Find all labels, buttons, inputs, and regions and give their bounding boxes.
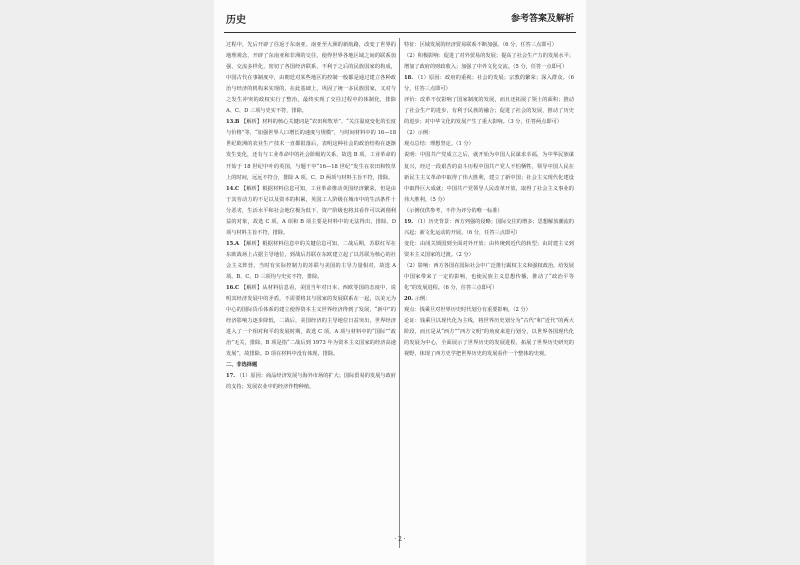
answer-paragraph [226,40,396,117]
answer-text: 示例： [414,296,431,303]
question-number: 19. [404,218,414,225]
question-number: 17. [226,373,236,380]
page-header [214,0,586,36]
answer-paragraph [404,316,574,360]
answer-text: 【解析】从材料信息看，美国当年对日本、西欧等国的态度中，说明其经济发展中的矛盾，不需要将其与国家的发展联系在一起，以美元为中心的国际货币体系的建立使得资本主义世界经济得到了发展，“新中”的经济影响力逐步降低，二战后，美国经济的主导地位日益突出，世界经济进入了一个相对和平的发展时期，故选 C 项。A 项与材料中的“国际”“政治”无关，排除。B 项是指“二战后到 1973 年为资本主义国家的经济高速发展”，故排除。D 项在材料中没有体现，排除。 [226,285,396,358]
answer-text: 【解析】材料的核心关键词是“农田和牧草”、“关注温度变化的长度与价格”等，“加强世界人口增长的速度与规模”，与时间材料中的 16—18 世纪欧洲的农业生产技术一直都很落后，表明这种社会的政治结构在逐渐发生变化，还有与工业革命中的社会阶级的关系，故选 B 项。工业革命的开始于 18 世纪中叶的英国，与题干中“16—18 世纪”发生在农田和牧草上的时间，远远不符合，排除 A 项。C、D 两项与材料主旨不符，排除。 [226,119,396,181]
answer-text: （示例仅供参考，不作为评分的唯一标准） [404,207,503,214]
answer-paragraph [404,51,574,73]
answer-paragraph [404,294,574,305]
column-divider [399,38,400,548]
answer-text: 特征：区域发展的经济贸易联系不断加强。（6 分，任答三点即可） [404,42,557,48]
answer-paragraph [404,305,574,316]
answer-paragraph [404,239,574,261]
answer-text: 观点：钱乘旦对世界历史时代划分有重要影响。（2 分） [404,307,531,314]
answer-paragraph [404,128,574,139]
question-number: 16.C [226,285,240,292]
answer-paragraph [404,139,574,150]
answer-text: 论证：钱乘旦以现代化为主线，将世界历史划分为“古代”和“近代”的两大阶段，而且是从“西方”“西方文明”的角度来进行划分，以世界各国现代化的发展为中心，全面展示了世界历史的发展进程，拓展了世界历史研究的视野，体现了西方史学把世界历史的发展看作一个整体的史观。 [404,318,574,358]
answer-paragraph [404,40,574,51]
page-number: · 2 · [394,536,406,543]
answer-paragraph [404,261,574,294]
answer-text: （2）积极影响：促进了对外贸易的发展；提高了社会生产力的发展水平；增加了政府的财政收入；加强了中外文化交流。（5 分，任答一点即可） [404,53,574,71]
answer-text: （2）影响：西方各国在国际社会中广泛推行霸权主义和强权政治，给发展中国家带来了一定的影响，也使民族主义思想传播，推动了“政治平等化”的发展进程。（6 分，任答三点即可） [404,262,574,292]
right-column [404,40,574,360]
answer-paragraph [404,206,574,217]
answer-paragraph [226,239,396,283]
answer-text: 变化：由闭关锁国到全面对外开放；由传统到近代的转型；由封建主义到资本主义国家的过渡。（2 分） [404,240,574,258]
answer-text: 说明：中国共产党成立之后，就开始为中国人民谋求幸福，为中华民族谋复兴，经过一段艰苦的奋斗历程中国共产党人不怕牺牲，领导中国人民在新民主主义革命中取得了伟大胜利，建立了新中国；社会主义现代化建设中取得巨大成就；中国共产党领导人民改革开放，取得了社会主义事业的伟大胜利。（5 分） [404,152,574,203]
left-column [226,40,396,394]
header-rule [224,32,576,33]
document-title: 参考答案及解析 [510,14,574,24]
answer-text: 评价：改革不仅影响了国家制度的发展，而且还拓展了领土的面积；推动了社会生产的进步，有利于民族的融合；促进了社会的发展，推动了历史的进步；对中华文化的发展产生了重大影响。（3 分，任答两点即可） [404,97,574,126]
answer-paragraph [226,360,396,371]
answer-text: （1）原因：政府的重视；社会的发展；宗教的繁荣；深入群众。（6 分，任答三点即可） [404,75,574,93]
answer-text: 过程中，先后开辟了往返于东南亚、南亚至大洲的新航路，改变了世界的地理观念，开辟了东南亚和非洲的交往，使得世界各地区域之间的联系加强，交流多样化，密切了各国经济联系，不利于之后的民族国家的构成，中国古代在事制度中，由朝廷对某些地区的控制一般都是通过建立各种政治与经济的机构来实现的，在此基础上，巩固了统一多民族国家，又对与之发生冲突的政权实行了整治，最终实现了交往过程中的体制化，排除 A、C、D 三项与史实不符，排除。 [226,42,396,115]
answer-key-page [214,0,586,565]
question-number: 13.B [226,119,240,126]
answer-text: （1）历史背景：西方列强的侵略；国际交往的增多；思想解放潮流的兴起；新文化运动的开展。（6 分，任答三点即可） [404,218,574,236]
answer-text: （2）示例： [404,130,434,137]
answer-text: 【解析】根据材料信息中的关键信息可知，二战后期，苏联红军在东欧战场上占据主导地位，到战后苏联在东欧建立起了以苏联为核心的社会主义阵营，当时有实际控制力的苏联与美国的主导力量相对，故选 A 项。B、C、D 三项均与史实不符，排除。 [226,240,396,280]
question-number: 18. [404,75,414,82]
answer-paragraph [226,184,396,239]
question-number: 15.A [226,240,240,247]
question-number: 14.C [226,185,240,192]
section-title: 二、非选择题 [226,362,258,369]
answer-paragraph [404,95,574,128]
answer-paragraph [404,217,574,239]
answer-text: （1）原因：商品经济发展与海外市场的扩大；国际贸易的发展与政府的支持；发展农业中的经济作物种植。 [226,373,396,391]
answer-paragraph [226,283,396,360]
question-number: 20. [404,296,414,303]
subject-label: 历史 [226,15,246,26]
answer-text: 【解析】根据材料信息可知，工业革命推动英国经济繁荣，但是由于其劳动力的不足以及资本的积累，英国工人阶级在城市中的生活条件十分恶劣，生活水平和社会地位极为低下，资产阶级也将其看作可以剥削利益的对象，故选 C 项。A 项和 B 项主要是材料中的无法得出，排除。D 项与材料主旨不符，排除。 [226,185,396,236]
answer-paragraph [226,117,396,183]
answer-paragraph [404,73,574,95]
answer-paragraph [404,150,574,205]
answer-text: 观点总结：理想坚定。（1 分） [404,141,474,148]
answer-paragraph [226,371,396,393]
